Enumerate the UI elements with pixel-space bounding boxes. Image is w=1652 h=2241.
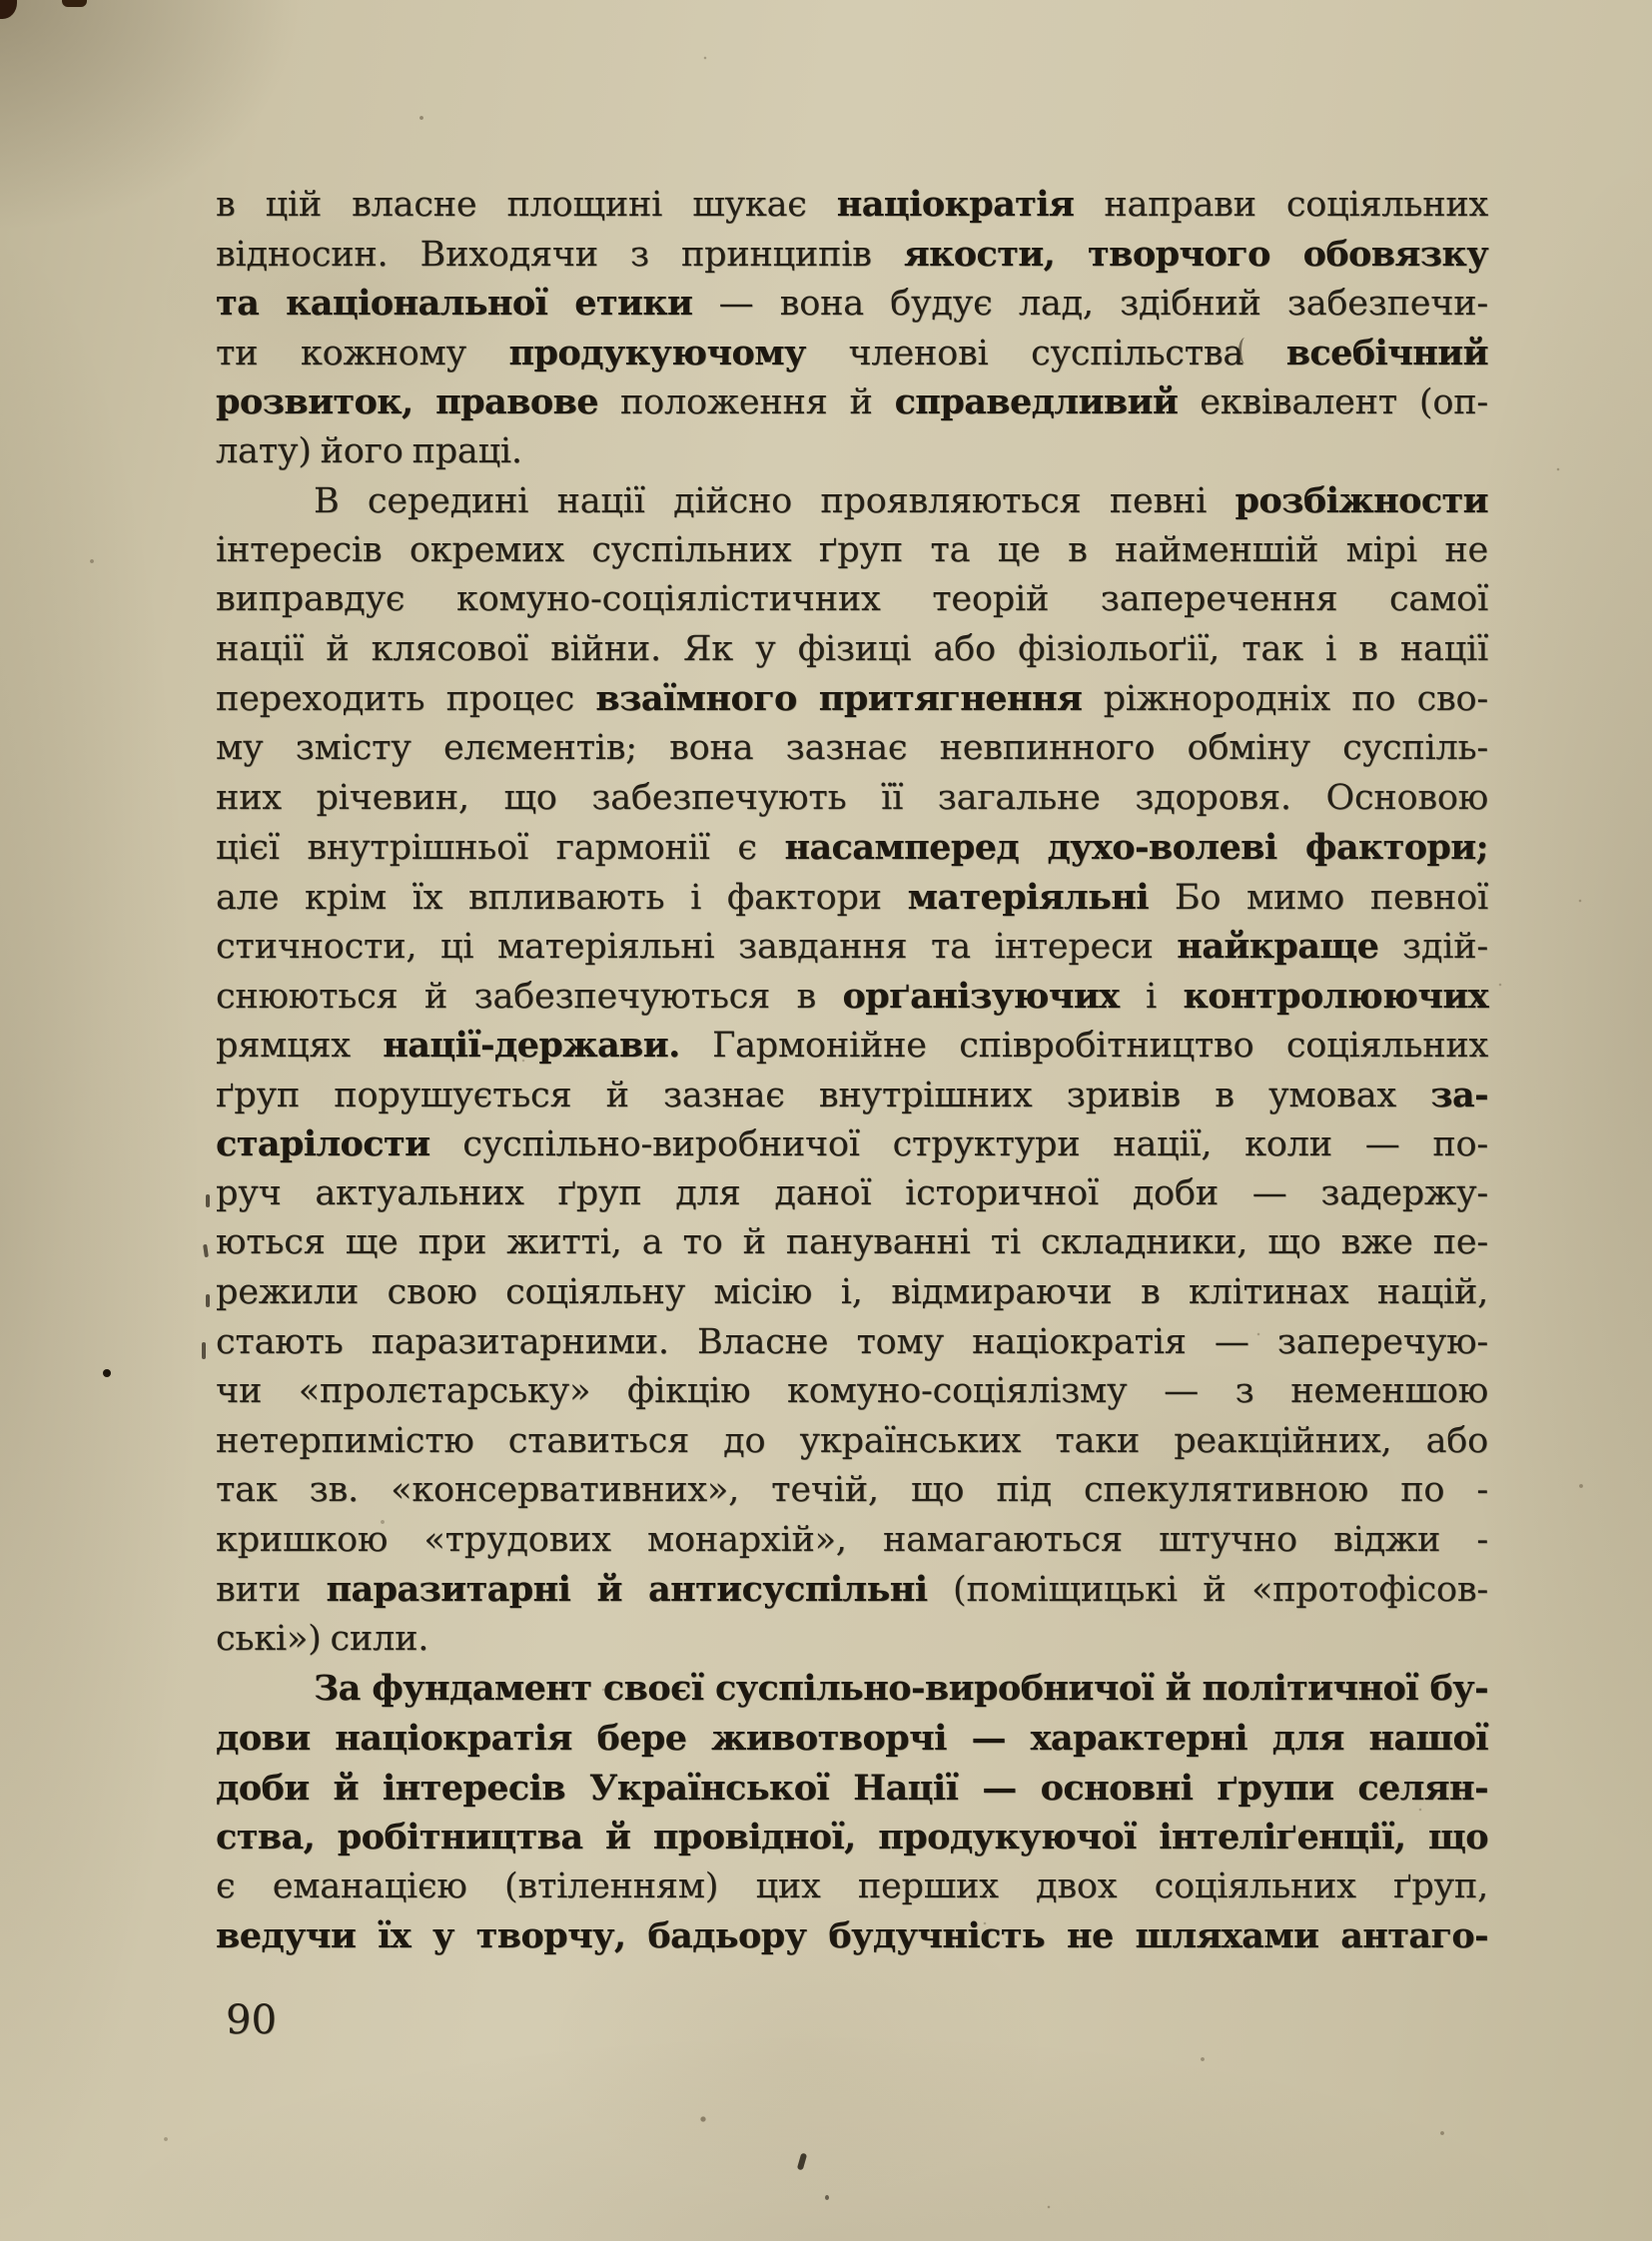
- text-segment: них річевин, що забезпечують її загальне здоровя. Основою: [216, 777, 1488, 818]
- text-segment: членові суспільства: [805, 333, 1286, 374]
- text-line: [216, 476, 1488, 526]
- text-segment: ґруп порушується й зазнає внутрішних зривів в умовах: [216, 1075, 1431, 1116]
- scan-smudge-top-left: [0, 0, 17, 19]
- scan-stray-mark: [202, 1342, 206, 1359]
- bold-text-segment: за-: [1430, 1074, 1488, 1116]
- text-segment: направи соціяльних: [1074, 185, 1488, 225]
- text-segment: лату) його праці.: [216, 430, 522, 471]
- text-segment: суспільно-виробничої структури нації, коли — по-: [429, 1124, 1488, 1165]
- text-line: [216, 625, 1488, 675]
- text-segment: му змісту елєментів; вона зазнає невпинного обміну суспіль-: [216, 728, 1488, 769]
- text-line: [216, 724, 1488, 774]
- bold-text-segment: нації-держави.: [383, 1025, 680, 1067]
- text-line: [216, 1318, 1488, 1368]
- text-segment: але крім їх впливають і фактори: [216, 877, 908, 918]
- text-segment: і: [1119, 976, 1184, 1017]
- text-segment: снюються й забезпечуються в: [216, 976, 843, 1017]
- bold-text-segment: матеріяльні: [907, 876, 1150, 918]
- text-line: [216, 1764, 1488, 1814]
- scan-stray-dot: [825, 2195, 829, 2200]
- text-line: [216, 329, 1488, 378]
- scan-smudge-top-dash: [62, 0, 87, 7]
- bold-text-segment: якости, творчого обовязку: [903, 233, 1488, 275]
- text-segment: ти кожному: [216, 333, 509, 374]
- text-line: [216, 1021, 1488, 1071]
- text-line: [216, 1664, 1488, 1714]
- text-segment: — вона будує лад, здібний забезпечи-: [692, 284, 1488, 325]
- text-segment: в цій власне площині шукає: [216, 185, 837, 225]
- text-segment: чи «пролєтарську» фікцію комуно-соціялізму — з неменшою: [216, 1371, 1488, 1412]
- text-line: [216, 575, 1488, 625]
- bold-text-segment: та каціональної етики: [216, 283, 693, 325]
- scan-stray-mark: [203, 1244, 209, 1257]
- bold-text-segment: ведучи їх у творчу, бадьору будучність не шляхами антаго-: [216, 1915, 1488, 1957]
- text-segment: інтересів окремих суспільних ґруп та це в найменшій мірі не: [216, 529, 1488, 570]
- text-line: [216, 1516, 1488, 1566]
- text-segment: цієї внутрішньої гармонії є: [216, 828, 785, 869]
- bold-text-segment: ства, робітництва й провідної, продукуючої інтеліґенції, що: [216, 1817, 1488, 1859]
- bold-text-segment: доби й інтересів Української Нації — основні ґрупи селян-: [216, 1767, 1488, 1809]
- text-line: [216, 1169, 1488, 1219]
- scan-stray-mark: [206, 1194, 210, 1207]
- text-line: [216, 1466, 1488, 1516]
- text-line: [216, 1417, 1488, 1467]
- text-line: [216, 823, 1488, 873]
- text-segment: ріжнородніх по сво-: [1082, 679, 1488, 720]
- bold-text-segment: найкраще: [1177, 926, 1379, 968]
- bold-text-segment: розвиток, правове: [216, 381, 598, 423]
- text-line: [216, 1120, 1488, 1169]
- text-line: [216, 873, 1488, 923]
- text-line: [216, 922, 1488, 972]
- bold-text-segment: контролюючих: [1183, 975, 1488, 1017]
- text-line: [216, 1615, 1488, 1665]
- text-line: [216, 377, 1488, 427]
- text-line: [216, 1367, 1488, 1417]
- text-segment: вити: [216, 1570, 327, 1611]
- text-segment: режили свою соціяльну місію і, відмираючи в клітинах націй,: [216, 1272, 1488, 1313]
- scan-ink-dot-left-margin: [103, 1369, 111, 1377]
- text-segment: виправдує комуно-соціялістичних теорій заперечення самої: [216, 579, 1488, 620]
- bold-text-segment: старілости: [216, 1123, 430, 1165]
- text-line: [216, 674, 1488, 724]
- text-segment: кришкою «трудових монархій», намагаються штучно віджи -: [216, 1519, 1488, 1560]
- text-segment: відносин. Виходячи з принципів: [216, 234, 904, 275]
- text-segment: є еманацією (втіленням) цих перших двох соціяльних ґруп,: [216, 1866, 1488, 1906]
- text-line: [216, 427, 1488, 477]
- text-line: [216, 526, 1488, 576]
- scan-stray-comma-mark: [797, 2153, 807, 2171]
- text-segment: ються ще при житті, а то й пануванні ті складники, що вже пе-: [216, 1222, 1488, 1263]
- bold-text-segment: За фундамент своєї суспільно-виробничої й політичної бу-: [314, 1668, 1488, 1710]
- text-line: [216, 774, 1488, 824]
- text-line: [216, 1218, 1488, 1268]
- text-line: [216, 180, 1488, 230]
- bold-text-segment: паразитарні й антисуспільні: [326, 1569, 928, 1611]
- text-segment: Бо мимо певної: [1149, 877, 1488, 918]
- text-segment: (поміщицькі й «протофісов-: [927, 1570, 1488, 1611]
- text-line: [216, 1565, 1488, 1615]
- text-segment: Гармонійне співробітництво соціяльних: [679, 1026, 1488, 1067]
- bold-text-segment: націократія: [836, 184, 1075, 225]
- bold-text-segment: всебічний: [1285, 332, 1488, 374]
- text-segment: здій-: [1378, 927, 1488, 968]
- text-line: [216, 1813, 1488, 1863]
- bold-text-segment: взаїмного притягнення: [595, 678, 1083, 720]
- text-segment: нації й клясової війни. Як у фізиці або фізіольоґії, так і в нації: [216, 628, 1488, 669]
- text-segment: нетерпимістю ставиться до українських таки реакційних, або: [216, 1420, 1488, 1461]
- text-line: [216, 279, 1488, 329]
- text-segment: положення й: [597, 382, 895, 423]
- text-segment: руч актуальних ґруп для даної історичної доби — задержу-: [216, 1172, 1488, 1213]
- bold-text-segment: дови націократія бере животворчі — характерні для нашої: [216, 1717, 1488, 1759]
- bold-text-segment: продукуючому: [508, 332, 806, 374]
- bold-text-segment: розбіжности: [1235, 480, 1488, 522]
- text-line: [216, 1268, 1488, 1318]
- text-line: [216, 1911, 1488, 1961]
- text-line: [216, 1863, 1488, 1912]
- page-text: [216, 180, 1488, 1961]
- text-segment: В середині нації дійсно проявляються певні: [314, 481, 1236, 522]
- text-segment: стичности, ці матеріяльні завдання та інтереси: [216, 927, 1178, 968]
- bold-text-segment: орґанізуючих: [842, 975, 1120, 1017]
- text-line: [216, 1714, 1488, 1764]
- text-segment: ські») сили.: [216, 1618, 429, 1659]
- scan-stray-mark: [206, 1294, 210, 1307]
- bold-text-segment: справедливий: [894, 381, 1179, 423]
- scan-stray-paren-mark: [1239, 338, 1251, 364]
- text-segment: еквівалент (оп-: [1178, 382, 1488, 423]
- text-segment: переходить процес: [216, 679, 596, 720]
- page-number: 90: [226, 1997, 277, 2043]
- text-segment: стають паразитарними. Власне тому націократія — заперечую-: [216, 1321, 1488, 1362]
- text-line: [216, 972, 1488, 1022]
- text-line: [216, 230, 1488, 280]
- text-segment: так зв. «консервативних», течій, що під спекулятивною по -: [216, 1470, 1488, 1511]
- text-segment: рямцях: [216, 1026, 384, 1067]
- text-line: [216, 1071, 1488, 1120]
- bold-text-segment: насамперед духо-волеві фактори;: [784, 827, 1488, 869]
